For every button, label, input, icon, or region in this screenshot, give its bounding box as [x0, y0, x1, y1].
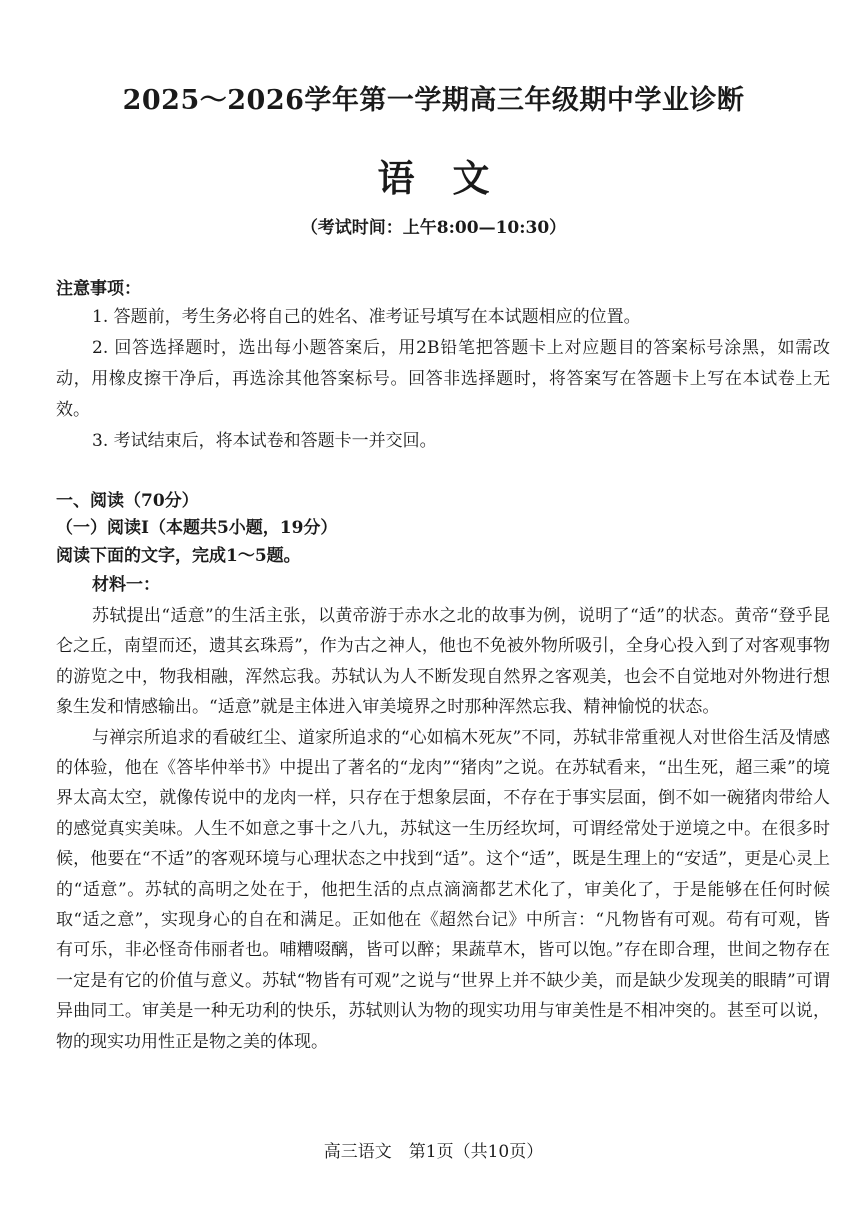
part-heading: （一）阅读Ⅰ（本题共5小题，19分） — [56, 518, 338, 538]
subject-title: 语文 — [377, 156, 528, 200]
notice-heading: 注意事项： — [56, 279, 141, 299]
section-heading: 一、阅读（70分） — [56, 491, 199, 511]
page-footer: 高三语文 第1页（共10页） — [323, 1142, 544, 1162]
passage-paragraph: 与禅宗所追求的看破红尘、道家所追求的“心如槁木死灰”不同，苏轼非常重视人对世俗生活及情感的体验，他在《答毕仲举书》中提出了著名的“龙肉”“猪肉”之说。在苏轼看来，“出生死，超三乘”的境界太高太空，就像传说中的龙肉一样，只存在于想象层面，不存在于事实层面，倒不如一碗猪肉带给人的感觉真实美味。人生不如意之事十之八九，苏轼这一生历经坎坷，可谓经常处于逆境之中。在很多时候，他要在“不适”的客观环境与心理状态之中找到“适”。这个“适”，既是生理上的“安适”，更是心灵上的“适意”。苏轼的高明之处在于，他把生活的点点滴滴都艺术化了，审美化了，于是能够在任何时候取“适之意”，实现身心的自在和满足。正如他在《超然台记》中所言：“凡物皆有可观。苟有可观，皆有可乐，非必怪奇伟丽者也。哺糟啜醨，皆可以醉；果蔬草木，皆可以饱。”存在即合理，世间之物存在一定是有它的价值与意义。苏轼“物皆有可观”之说与“世界上并不缺少美，而是缺少发现美的眼睛”可谓异曲同工。审美是一种无功利的快乐，苏轼则认为物的现实功用与审美性是不相冲突的。甚至可以说，物的现实功用性正是物之美的体现。 — [56, 727, 830, 1052]
notice-item: 3. 考试结束后，将本试卷和答题卡一并交回。 — [92, 431, 437, 451]
notice-item: 2. 回答选择题时，选出每小题答案后，用2B铅笔把答题卡上对应题目的答案标号涂黑，如需改动，用橡皮擦干净后，再选涂其他答案标号。回答非选择题时，将答案写在答题卡上写在本试卷上无效。 — [56, 338, 830, 420]
material-label: 材料一： — [92, 575, 160, 595]
exam-title: 2025～2026学年第一学期高三年级期中学业诊断 — [122, 85, 745, 116]
reading-instruction: 阅读下面的文字，完成1～5题。 — [56, 546, 301, 566]
exam-time: （考试时间：上午8:00—10:30） — [300, 218, 567, 238]
passage-paragraph: 苏轼提出“适意”的生活主张，以黄帝游于赤水之北的故事为例，说明了“适”的状态。黄帝“登乎昆仑之丘，南望而还，遗其玄珠焉”，作为古之神人，他也不免被外物所吸引，全身心投入到了对客观事物的游览之中，物我相融，浑然忘我。苏轼认为人不断发现自然界之客观美，也会不自觉地对外物进行想象生发和情感输出。“适意”就是主体进入审美境界之时那种浑然忘我、精神愉悦的状态。 — [56, 606, 830, 718]
notice-list — [56, 302, 830, 457]
notice-item: 1. 答题前，考生务必将自己的姓名、准考证号填写在本试题相应的位置。 — [92, 307, 641, 327]
reading-passage — [56, 601, 830, 1057]
